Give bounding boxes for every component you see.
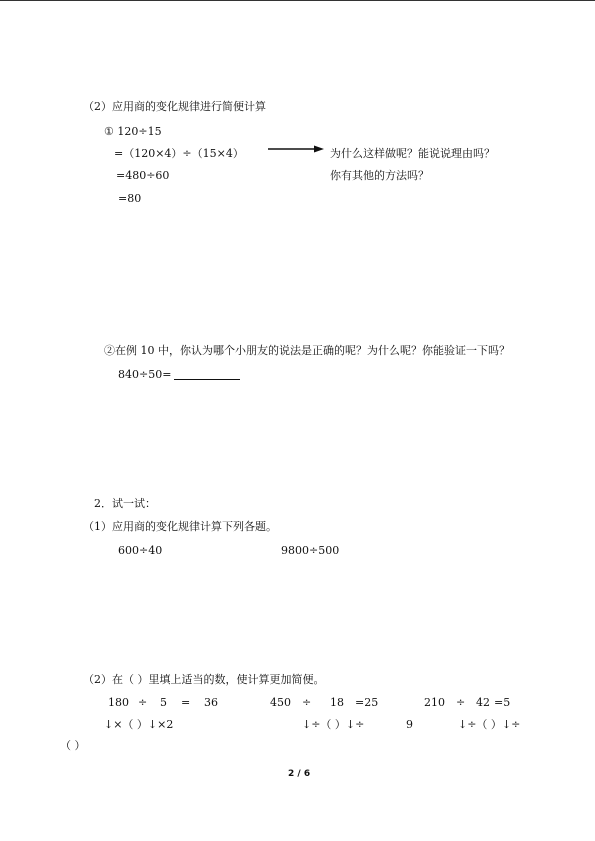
- row1-num: 450: [270, 696, 291, 709]
- part-heading: 2．试一试：: [94, 497, 156, 510]
- question-other-method: 你有其他的方法吗？: [330, 169, 429, 182]
- question-why: 为什么这样做呢？能说说理由吗？: [330, 147, 495, 160]
- row1-op: ÷: [302, 696, 312, 709]
- row1-num: 42: [476, 696, 490, 709]
- row1-num: =25: [355, 696, 379, 709]
- page-number: 2 / 6: [288, 769, 311, 779]
- example-line-4: =80: [118, 192, 142, 205]
- top-border-line: [0, 0, 595, 1]
- example-2-expression: 840÷50=: [118, 368, 172, 381]
- problem-b: 9800÷500: [281, 544, 340, 557]
- problem-a: 600÷40: [118, 544, 163, 557]
- row1-num: 18: [330, 696, 344, 709]
- row3-blank: （ ）: [60, 739, 86, 752]
- row2-num: 9: [406, 718, 413, 731]
- example-line-3: =480÷60: [116, 169, 170, 182]
- row1-op: =: [181, 696, 191, 709]
- sub-heading-2: （2）在（ ）里填上适当的数，使计算更加简便。: [83, 673, 325, 686]
- example-2-prompt: ②在例 10 中，你认为哪个小朋友的说法是正确的呢？为什么呢？你能验证一下吗？: [104, 344, 510, 357]
- row1-num: 5: [160, 696, 167, 709]
- row1-num: 36: [204, 696, 218, 709]
- row1-op: ÷: [456, 696, 466, 709]
- answer-blank[interactable]: [174, 379, 240, 380]
- section-heading: （2）应用商的变化规律进行简便计算: [83, 100, 266, 113]
- row1-num: 210: [424, 696, 445, 709]
- right-arrow-icon: [268, 144, 324, 154]
- row1-num: =5: [494, 696, 511, 709]
- row1-num: 180: [108, 696, 129, 709]
- row2-group-3: ↓÷（ ）↓÷: [458, 718, 521, 731]
- example-line-2: =（120×4）÷（15×4）: [114, 147, 244, 160]
- row2-group-1: ↓×（ ）↓×2: [104, 718, 174, 731]
- row1-op: ÷: [138, 696, 148, 709]
- sub-heading-1: （1）应用商的变化规律计算下列各题。: [83, 520, 277, 533]
- row2-group-2: ↓÷（ ）↓÷: [302, 718, 365, 731]
- example-line-1: ① 120÷15: [104, 125, 162, 138]
